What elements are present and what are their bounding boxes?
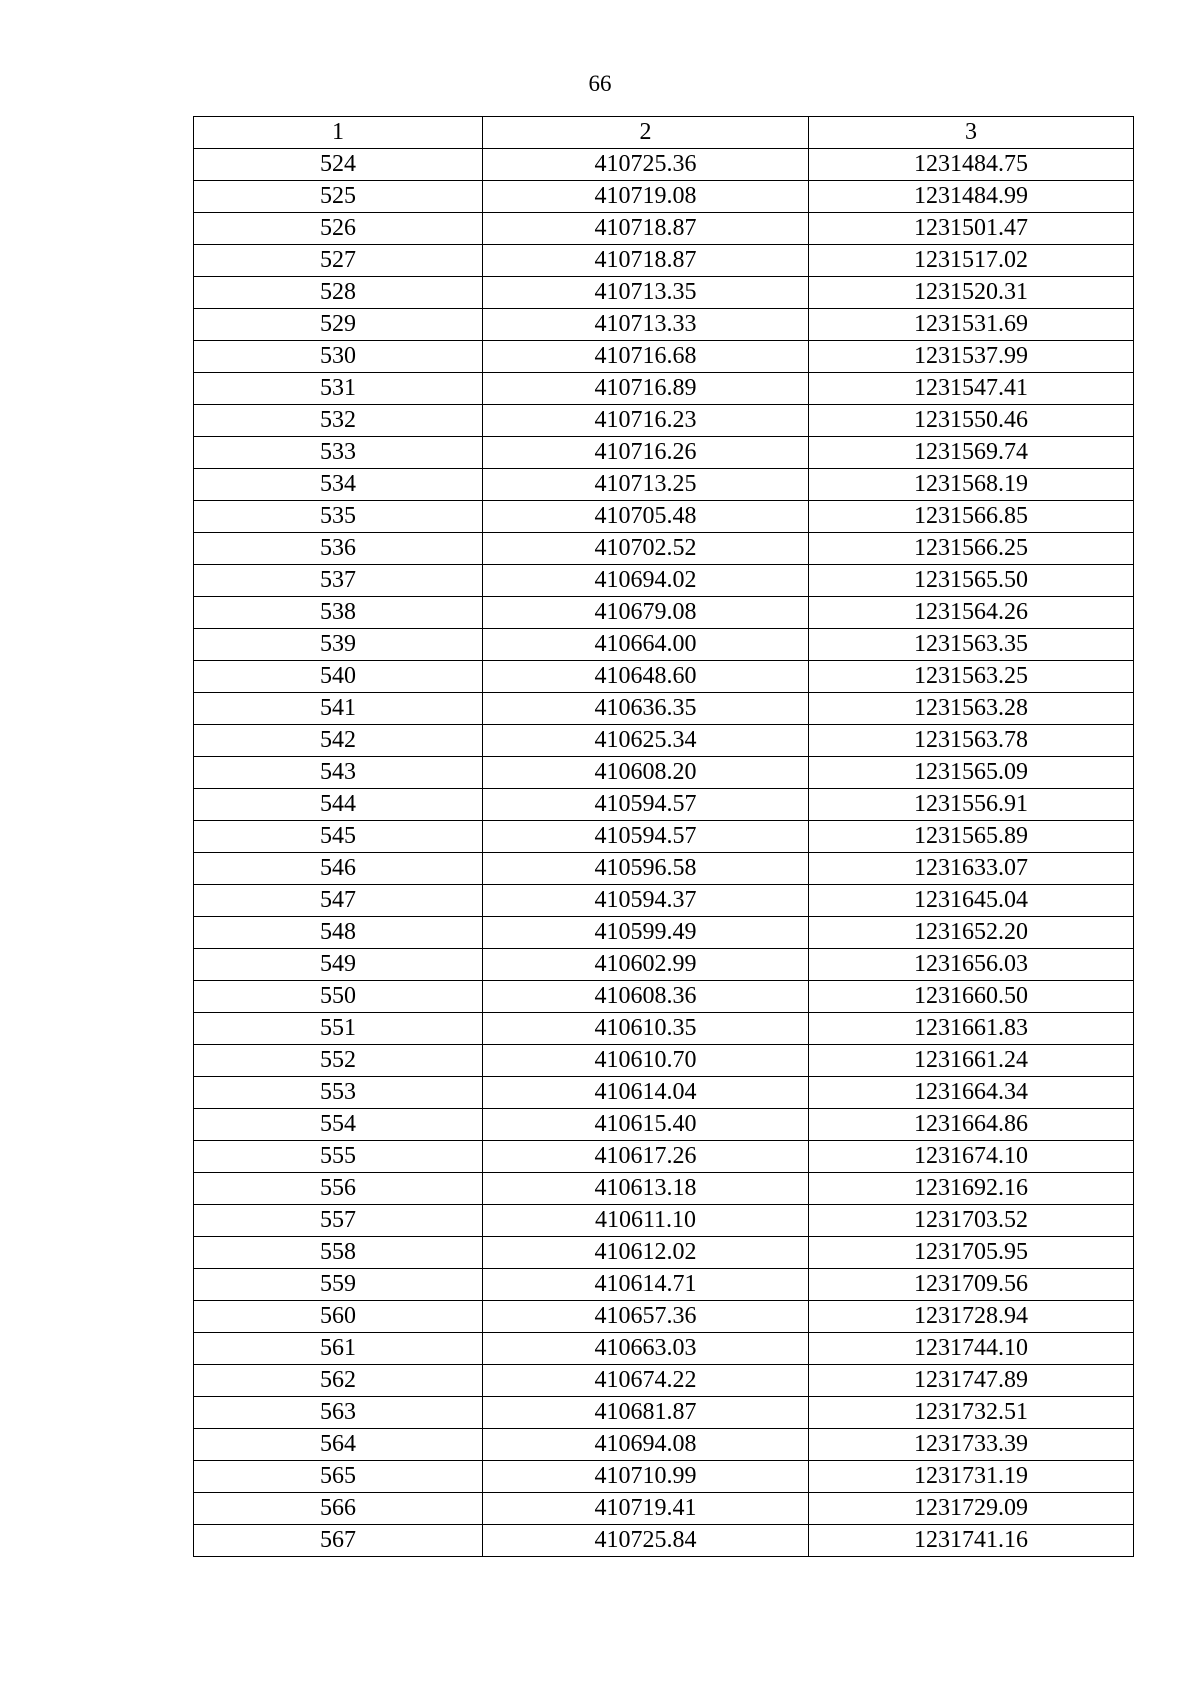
table-row: [194, 1301, 1134, 1333]
coordinate-x-cell: 410608.36: [483, 981, 809, 1013]
coordinate-x-cell: 410602.99: [483, 949, 809, 981]
coordinate-x-cell: 410702.52: [483, 533, 809, 565]
point-number-cell: 556: [194, 1173, 483, 1205]
coordinate-y-cell: 1231664.86: [809, 1109, 1134, 1141]
table-row: [194, 565, 1134, 597]
point-number-cell: 535: [194, 501, 483, 533]
coordinate-x-cell: 410713.33: [483, 309, 809, 341]
table-row: [194, 693, 1134, 725]
coordinate-y-cell: 1231520.31: [809, 277, 1134, 309]
point-number-cell: 545: [194, 821, 483, 853]
coordinate-y-cell: 1231556.91: [809, 789, 1134, 821]
point-number-cell: 564: [194, 1429, 483, 1461]
coordinate-x-cell: 410713.25: [483, 469, 809, 501]
coordinate-y-cell: 1231563.28: [809, 693, 1134, 725]
table-row: [194, 1493, 1134, 1525]
point-number-cell: 546: [194, 853, 483, 885]
table-row: [194, 981, 1134, 1013]
point-number-cell: 548: [194, 917, 483, 949]
table-row: [194, 469, 1134, 501]
coordinate-y-cell: 1231645.04: [809, 885, 1134, 917]
point-number-cell: 555: [194, 1141, 483, 1173]
coordinate-x-cell: 410657.36: [483, 1301, 809, 1333]
coordinate-x-cell: 410694.02: [483, 565, 809, 597]
coordinate-y-cell: 1231547.41: [809, 373, 1134, 405]
table-row: [194, 1077, 1134, 1109]
coordinate-y-cell: 1231703.52: [809, 1205, 1134, 1237]
coordinate-x-cell: 410718.87: [483, 213, 809, 245]
table-row: [194, 1173, 1134, 1205]
coordinate-y-cell: 1231565.89: [809, 821, 1134, 853]
coordinate-y-cell: 1231484.99: [809, 181, 1134, 213]
table-row: [194, 213, 1134, 245]
coordinate-x-cell: 410596.58: [483, 853, 809, 885]
point-number-cell: 543: [194, 757, 483, 789]
point-number-cell: 530: [194, 341, 483, 373]
coordinate-x-cell: 410594.37: [483, 885, 809, 917]
point-number-cell: 553: [194, 1077, 483, 1109]
coordinate-y-cell: 1231566.85: [809, 501, 1134, 533]
point-number-cell: 561: [194, 1333, 483, 1365]
coordinate-y-cell: 1231731.19: [809, 1461, 1134, 1493]
table-row: [194, 1045, 1134, 1077]
table-row: [194, 1013, 1134, 1045]
point-number-cell: 544: [194, 789, 483, 821]
point-number-cell: 524: [194, 149, 483, 181]
coordinate-x-cell: 410610.35: [483, 1013, 809, 1045]
coordinate-y-cell: 1231564.26: [809, 597, 1134, 629]
table-row: [194, 821, 1134, 853]
coordinate-x-cell: 410617.26: [483, 1141, 809, 1173]
coordinate-y-cell: 1231565.09: [809, 757, 1134, 789]
coordinate-y-cell: 1231705.95: [809, 1237, 1134, 1269]
table-row: [194, 341, 1134, 373]
coordinate-x-cell: 410716.89: [483, 373, 809, 405]
coordinate-x-cell: 410636.35: [483, 693, 809, 725]
table-row: [194, 789, 1134, 821]
table-row: [194, 885, 1134, 917]
table-row: [194, 373, 1134, 405]
coordinate-y-cell: 1231661.83: [809, 1013, 1134, 1045]
point-number-cell: 559: [194, 1269, 483, 1301]
coordinate-x-cell: 410710.99: [483, 1461, 809, 1493]
coordinate-x-cell: 410718.87: [483, 245, 809, 277]
point-number-cell: 557: [194, 1205, 483, 1237]
table-row: [194, 501, 1134, 533]
coordinate-x-cell: 410594.57: [483, 821, 809, 853]
coordinate-x-cell: 410725.84: [483, 1525, 809, 1557]
point-number-cell: 552: [194, 1045, 483, 1077]
table-row: [194, 1397, 1134, 1429]
point-number-cell: 534: [194, 469, 483, 501]
coordinate-y-cell: 1231709.56: [809, 1269, 1134, 1301]
table-row: [194, 277, 1134, 309]
column-header-3: 3: [809, 117, 1134, 149]
table-row: [194, 597, 1134, 629]
point-number-cell: 537: [194, 565, 483, 597]
coordinate-y-cell: 1231537.99: [809, 341, 1134, 373]
point-number-cell: 525: [194, 181, 483, 213]
coordinate-y-cell: 1231660.50: [809, 981, 1134, 1013]
coordinate-y-cell: 1231661.24: [809, 1045, 1134, 1077]
table-row: [194, 725, 1134, 757]
point-number-cell: 541: [194, 693, 483, 725]
table-row: [194, 437, 1134, 469]
coordinate-x-cell: 410705.48: [483, 501, 809, 533]
point-number-cell: 560: [194, 1301, 483, 1333]
coordinate-y-cell: 1231569.74: [809, 437, 1134, 469]
coordinate-y-cell: 1231563.25: [809, 661, 1134, 693]
table-header-row: [194, 117, 1134, 149]
table-row: [194, 661, 1134, 693]
coordinate-y-cell: 1231747.89: [809, 1365, 1134, 1397]
coordinate-x-cell: 410663.03: [483, 1333, 809, 1365]
coordinate-x-cell: 410613.18: [483, 1173, 809, 1205]
point-number-cell: 531: [194, 373, 483, 405]
coordinate-x-cell: 410694.08: [483, 1429, 809, 1461]
coordinate-y-cell: 1231517.02: [809, 245, 1134, 277]
coordinate-x-cell: 410611.10: [483, 1205, 809, 1237]
point-number-cell: 566: [194, 1493, 483, 1525]
point-number-cell: 565: [194, 1461, 483, 1493]
table-row: [194, 1429, 1134, 1461]
coordinate-y-cell: 1231652.20: [809, 917, 1134, 949]
point-number-cell: 532: [194, 405, 483, 437]
coordinate-y-cell: 1231550.46: [809, 405, 1134, 437]
point-number-cell: 562: [194, 1365, 483, 1397]
coordinate-x-cell: 410664.00: [483, 629, 809, 661]
point-number-cell: 527: [194, 245, 483, 277]
coordinate-y-cell: 1231563.78: [809, 725, 1134, 757]
table-row: [194, 181, 1134, 213]
table-row: [194, 1525, 1134, 1557]
point-number-cell: 563: [194, 1397, 483, 1429]
coordinate-y-cell: 1231732.51: [809, 1397, 1134, 1429]
coordinate-y-cell: 1231563.35: [809, 629, 1134, 661]
coordinate-x-cell: 410674.22: [483, 1365, 809, 1397]
point-number-cell: 551: [194, 1013, 483, 1045]
coordinate-x-cell: 410625.34: [483, 725, 809, 757]
point-number-cell: 550: [194, 981, 483, 1013]
coordinate-y-cell: 1231733.39: [809, 1429, 1134, 1461]
coordinate-y-cell: 1231692.16: [809, 1173, 1134, 1205]
coordinate-x-cell: 410681.87: [483, 1397, 809, 1429]
point-number-cell: 536: [194, 533, 483, 565]
point-number-cell: 538: [194, 597, 483, 629]
coordinate-y-cell: 1231565.50: [809, 565, 1134, 597]
table-row: [194, 309, 1134, 341]
table-row: [194, 629, 1134, 661]
point-number-cell: 529: [194, 309, 483, 341]
coordinate-x-cell: 410608.20: [483, 757, 809, 789]
coordinate-y-cell: 1231729.09: [809, 1493, 1134, 1525]
table-row: [194, 757, 1134, 789]
coordinate-y-cell: 1231501.47: [809, 213, 1134, 245]
table-row: [194, 853, 1134, 885]
coordinate-x-cell: 410725.36: [483, 149, 809, 181]
table-row: [194, 1365, 1134, 1397]
table-row: [194, 245, 1134, 277]
table-row: [194, 1269, 1134, 1301]
coordinate-y-cell: 1231664.34: [809, 1077, 1134, 1109]
coordinate-y-cell: 1231728.94: [809, 1301, 1134, 1333]
table-row: [194, 917, 1134, 949]
coordinate-x-cell: 410719.41: [483, 1493, 809, 1525]
point-number-cell: 567: [194, 1525, 483, 1557]
coordinate-y-cell: 1231744.10: [809, 1333, 1134, 1365]
table-row: [194, 149, 1134, 181]
coordinate-x-cell: 410716.26: [483, 437, 809, 469]
coordinate-x-cell: 410716.23: [483, 405, 809, 437]
point-number-cell: 526: [194, 213, 483, 245]
coordinate-x-cell: 410679.08: [483, 597, 809, 629]
coordinate-x-cell: 410612.02: [483, 1237, 809, 1269]
table-row: [194, 1141, 1134, 1173]
table-row: [194, 1109, 1134, 1141]
coordinates-table: [193, 116, 1134, 1557]
coordinate-y-cell: 1231656.03: [809, 949, 1134, 981]
table-row: [194, 1205, 1134, 1237]
point-number-cell: 533: [194, 437, 483, 469]
coordinate-x-cell: 410610.70: [483, 1045, 809, 1077]
table-row: [194, 949, 1134, 981]
point-number-cell: 539: [194, 629, 483, 661]
column-header-1: 1: [194, 117, 483, 149]
coordinate-y-cell: 1231568.19: [809, 469, 1134, 501]
column-header-2: 2: [483, 117, 809, 149]
table-row: [194, 1461, 1134, 1493]
point-number-cell: 528: [194, 277, 483, 309]
table-row: [194, 405, 1134, 437]
point-number-cell: 558: [194, 1237, 483, 1269]
coordinate-x-cell: 410716.68: [483, 341, 809, 373]
page-number: 66: [588, 71, 612, 96]
coordinate-y-cell: 1231484.75: [809, 149, 1134, 181]
coordinate-x-cell: 410614.04: [483, 1077, 809, 1109]
table-body: [194, 149, 1134, 1557]
coordinate-x-cell: 410615.40: [483, 1109, 809, 1141]
coordinate-y-cell: 1231674.10: [809, 1141, 1134, 1173]
coordinate-x-cell: 410599.49: [483, 917, 809, 949]
coordinate-x-cell: 410614.71: [483, 1269, 809, 1301]
table-row: [194, 1237, 1134, 1269]
table-row: [194, 1333, 1134, 1365]
coordinate-x-cell: 410713.35: [483, 277, 809, 309]
table-row: [194, 533, 1134, 565]
point-number-cell: 542: [194, 725, 483, 757]
point-number-cell: 540: [194, 661, 483, 693]
coordinate-y-cell: 1231566.25: [809, 533, 1134, 565]
point-number-cell: 547: [194, 885, 483, 917]
coordinate-y-cell: 1231633.07: [809, 853, 1134, 885]
coordinate-y-cell: 1231531.69: [809, 309, 1134, 341]
coordinate-x-cell: 410594.57: [483, 789, 809, 821]
point-number-cell: 554: [194, 1109, 483, 1141]
coordinate-x-cell: 410719.08: [483, 181, 809, 213]
coordinate-x-cell: 410648.60: [483, 661, 809, 693]
point-number-cell: 549: [194, 949, 483, 981]
coordinate-y-cell: 1231741.16: [809, 1525, 1134, 1557]
